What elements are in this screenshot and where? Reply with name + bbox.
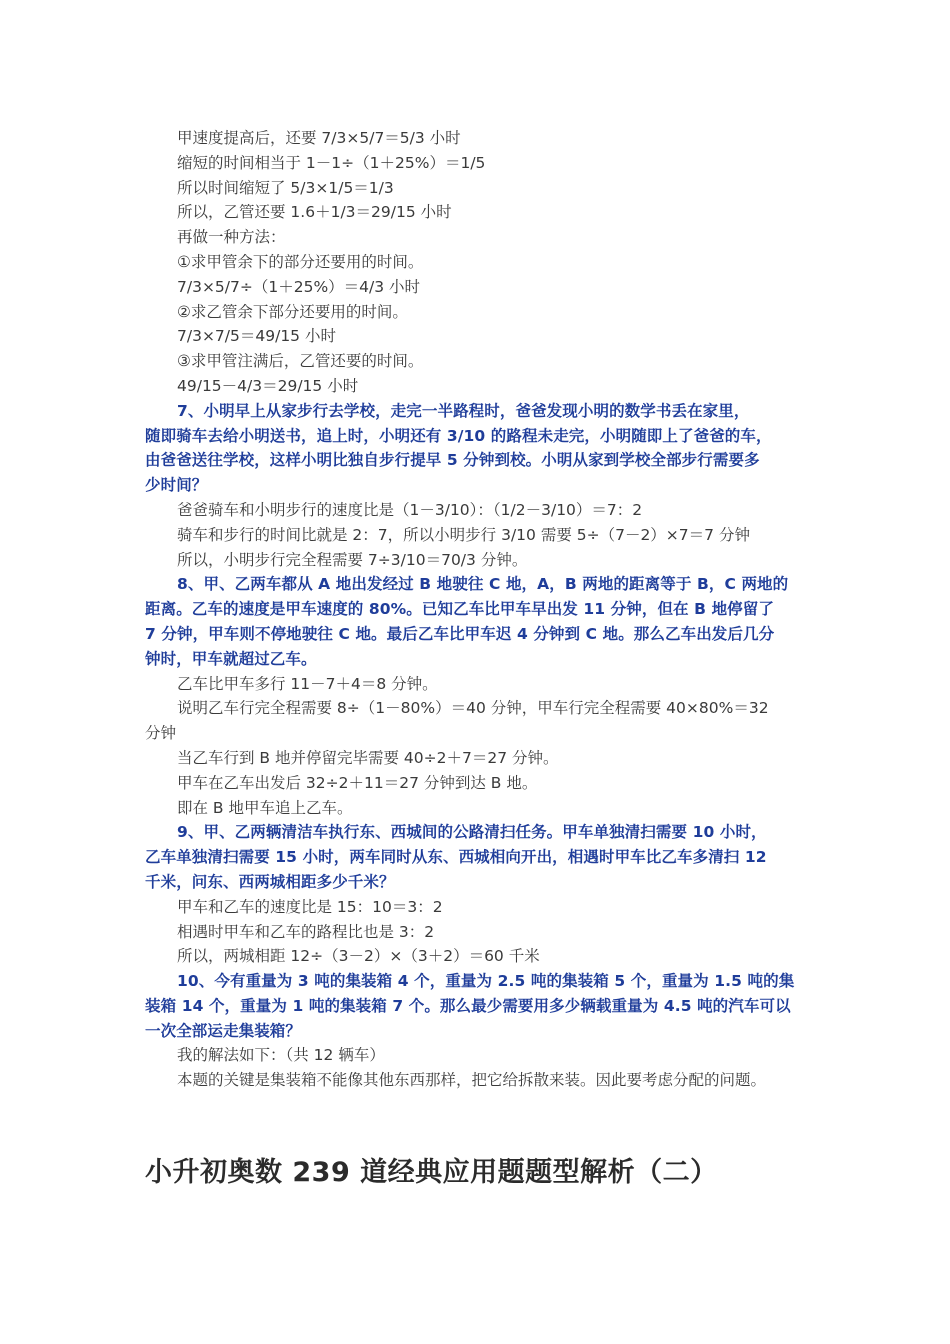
- question-line: 9、甲、乙两辆清洁车执行东、西城间的公路清扫任务。甲车单独清扫需要 10 小时，: [177, 823, 767, 842]
- question-line: 7、小明早上从家步行去学校，走完一半路程时，爸爸发现小明的数学书丢在家里，: [177, 401, 750, 420]
- answer-line: 相遇时甲车和乙车的路程比也是 3：2: [177, 922, 435, 941]
- question-line: 随即骑车去给小明送书，追上时，小明还有 3/10 的路程未走完，小明随即上了爸爸的车，: [145, 426, 772, 445]
- document-content: [145, 126, 810, 1093]
- question-line: 少时间？: [145, 476, 208, 495]
- solution-line: ③求甲管注满后，乙管还要的时间。: [177, 352, 424, 371]
- question-7: [145, 399, 810, 498]
- solution-line: 缩短的时间相当于 1－1÷（1＋25%）＝1/5: [177, 153, 486, 172]
- solution-line: 甲速度提高后，还要 7/3×5/7＝5/3 小时: [177, 129, 461, 147]
- solution-line: 再做一种方法：: [177, 228, 286, 247]
- solution-line: ①求甲管余下的部分还要用的时间。: [177, 252, 424, 271]
- answer-line: 当乙车行到 B 地并停留完毕需要 40÷2＋7＝27 分钟。: [177, 748, 559, 767]
- answer-line: 说明乙车行完全程需要 8÷（1－80%）＝40 分钟，甲车行完全程需要 40×80%＝32: [177, 699, 769, 718]
- question-line: 乙车单独清扫需要 15 小时，两车同时从东、西城相向开出，相遇时甲车比乙车多清扫 12: [145, 848, 767, 867]
- solution-line: 7/3×7/5＝49/15 小时: [177, 327, 336, 346]
- answer-line: 骑车和步行的时间比就是 2：7，所以小明步行 3/10 需要 5÷（7－2）×7＝7 分钟: [177, 525, 750, 544]
- solution-line: 所以，乙管还要 1.6＋1/3＝29/15 小时: [177, 203, 452, 222]
- answer-line: 爸爸骑车和小明步行的速度比是（1－3/10）：（1/2－3/10）＝7：2: [177, 500, 643, 519]
- question-line: 钟时，甲车就超过乙车。: [145, 649, 317, 668]
- question-9: [145, 820, 810, 894]
- answer-7: [145, 498, 810, 572]
- question-line: 千米，问东、西两城相距多少千米？: [145, 872, 395, 891]
- question-line: 距离。乙车的速度是甲车速度的 80%。已知乙车比甲车早出发 11 分钟，但在 B 地停留了: [145, 600, 774, 619]
- answer-line: 分钟: [145, 724, 177, 743]
- answer-line: 乙车比甲车多行 11－7＋4＝8 分钟。: [177, 674, 438, 693]
- answer-line: 本题的关键是集装箱不能像其他东西那样，把它给拆散来装。因此要考虑分配的问题。: [177, 1071, 767, 1090]
- answer-10: [145, 1043, 810, 1093]
- section-title: 小升初奥数 239 道经典应用题题型解析（二）: [145, 1157, 718, 1188]
- answer-9: [145, 895, 810, 969]
- previous-solution: [145, 126, 810, 399]
- question-line: 8、甲、乙两车都从 A 地出发经过 B 地驶往 C 地，A，B 两地的距离等于 B，C 两地的: [177, 575, 789, 594]
- question-line: 10、今有重量为 3 吨的集装箱 4 个，重量为 2.5 吨的集装箱 5 个，重量为 1.5 吨的集: [177, 972, 795, 991]
- solution-line: ②求乙管余下部分还要用的时间。: [177, 302, 408, 321]
- answer-line: 所以，两城相距 12÷（3－2）×（3＋2）＝60 千米: [177, 947, 540, 966]
- question-10: [145, 969, 810, 1043]
- question-line: 装箱 14 个，重量为 1 吨的集装箱 7 个。那么最少需要用多少辆载重量为 4.5 吨的汽车可以: [145, 996, 791, 1015]
- answer-line: 甲车和乙车的速度比是 15：10＝3：2: [177, 897, 443, 916]
- answer-line: 甲车在乙车出发后 32÷2＋11＝27 分钟到达 B 地。: [177, 773, 538, 792]
- question-line: 一次全部运走集装箱？: [145, 1021, 302, 1040]
- answer-8: [145, 672, 810, 821]
- answer-line: 所以，小明步行完全程需要 7÷3/10＝70/3 分钟。: [177, 550, 528, 569]
- solution-line: 49/15－4/3＝29/15 小时: [177, 376, 359, 395]
- solution-line: 所以时间缩短了 5/3×1/5＝1/3: [177, 178, 394, 197]
- answer-line: 我的解法如下：（共 12 辆车）: [177, 1046, 385, 1065]
- question-line: 7 分钟，甲车则不停地驶往 C 地。最后乙车比甲车迟 4 分钟到 C 地。那么乙车出发后几分: [145, 624, 775, 643]
- question-8: [145, 572, 810, 671]
- answer-line: 即在 B 地甲车追上乙车。: [177, 798, 353, 817]
- question-line: 由爸爸送往学校，这样小明比独自步行提早 5 分钟到校。小明从家到学校全部步行需要多: [145, 451, 760, 470]
- solution-line: 7/3×5/7÷（1＋25%）＝4/3 小时: [177, 277, 421, 296]
